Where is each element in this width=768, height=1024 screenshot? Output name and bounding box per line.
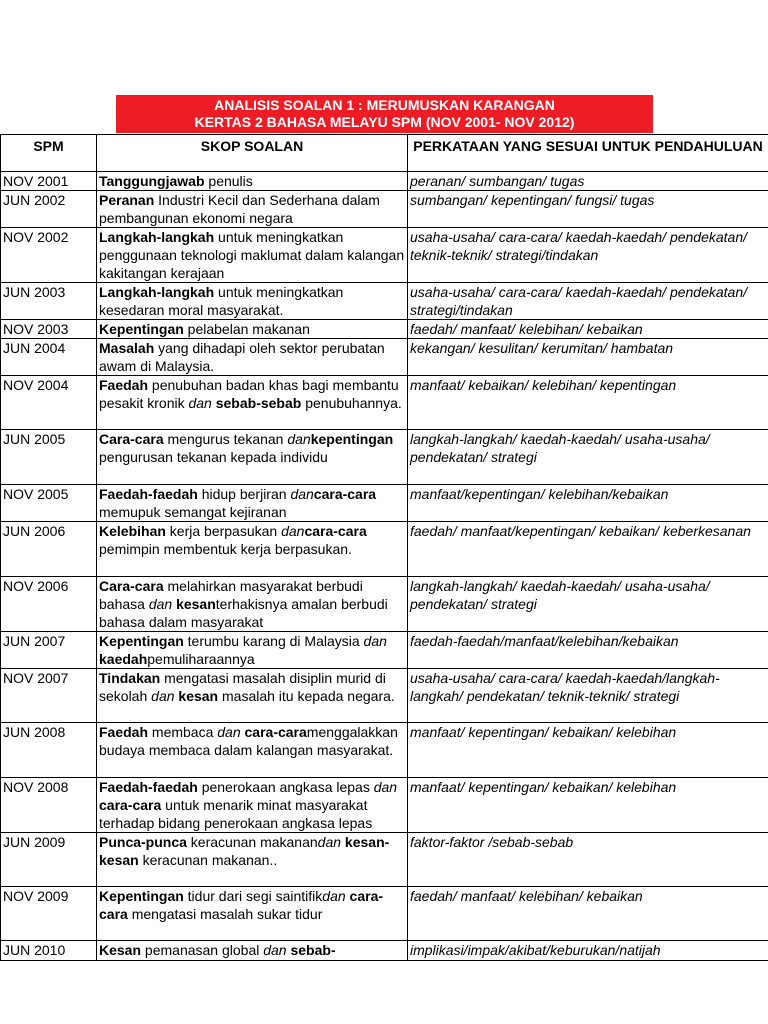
keyword: cara-cara bbox=[313, 486, 377, 502]
text-segment: terhakisnya amalan berbudi bahasa dalam masyarakat bbox=[99, 596, 388, 630]
cell-skop bbox=[97, 376, 408, 430]
cell-spm: JUN 2002 bbox=[1, 191, 97, 228]
cell-spm: JUN 2010 bbox=[1, 941, 97, 961]
cell-spm: JUN 2006 bbox=[1, 522, 97, 577]
text-segment: pengurusan tekanan kepada individu bbox=[99, 449, 328, 465]
cell-skop bbox=[97, 339, 408, 376]
text-segment: untuk meningkatkan kesedaran moral masyarakat. bbox=[99, 284, 344, 318]
text-segment: untuk meningkatkan penggunaan teknologi maklumat dalam kalangan kakitangan kerajaan bbox=[99, 229, 405, 281]
conjunction: dan bbox=[287, 431, 311, 447]
table-row bbox=[1, 485, 768, 522]
cell-skop bbox=[97, 191, 408, 228]
keyword: Tanggungjawab bbox=[99, 173, 205, 189]
title-line-1: ANALISIS SOALAN 1 : MERUMUSKAN KARANGAN bbox=[214, 97, 555, 113]
text-segment: yang dihadapi oleh sektor perubatan awam di Malaysia. bbox=[99, 340, 385, 374]
keyword: kesan bbox=[176, 596, 216, 612]
keyword: Punca-punca bbox=[99, 834, 187, 850]
cell-skop bbox=[97, 430, 408, 485]
cell-skop bbox=[97, 320, 408, 339]
title-line-2: KERTAS 2 BAHASA MELAYU SPM (NOV 2001- NOV 2012) bbox=[194, 114, 575, 130]
cell-skop bbox=[97, 887, 408, 941]
table-row bbox=[1, 430, 768, 485]
text-segment: untuk menarik minat masyarakat terhadap bidang penerokaan angkasa lepas bbox=[99, 797, 373, 831]
text-segment: terumbu karang di Malaysia bbox=[183, 633, 364, 649]
keyword: kaedah bbox=[99, 651, 148, 667]
cell-skop bbox=[97, 778, 408, 833]
keyword: Langkah-langkah bbox=[99, 229, 215, 245]
conjunction: dan bbox=[217, 724, 241, 740]
conjunction: dan bbox=[281, 523, 305, 539]
keyword: Langkah-langkah bbox=[99, 284, 215, 300]
conjunction: dan bbox=[373, 779, 398, 795]
text-segment: mengurus tekanan bbox=[163, 431, 288, 447]
text-segment: masalah itu kepada negara. bbox=[218, 688, 395, 704]
cell-perkataan: manfaat/kepentingan/ kelebihan/kebaikan bbox=[408, 485, 768, 522]
text-segment: mengatasi masalah disiplin murid di sekolah bbox=[99, 670, 386, 704]
text-segment: penubuhan badan khas bagi membantu pesakit kronik bbox=[99, 377, 399, 411]
cell-spm: NOV 2005 bbox=[1, 485, 97, 522]
table-row bbox=[1, 283, 768, 320]
cell-spm: NOV 2001 bbox=[1, 172, 97, 191]
conjunction: dan bbox=[263, 942, 287, 958]
cell-skop bbox=[97, 172, 408, 191]
keyword: Faedah bbox=[99, 724, 149, 740]
column-header-skop: SKOP SOALAN bbox=[97, 135, 408, 172]
keyword: Faedah-faedah bbox=[99, 486, 198, 502]
cell-perkataan: implikasi/impak/akibat/keburukan/natijah bbox=[408, 941, 768, 961]
cell-skop bbox=[97, 833, 408, 887]
cell-perkataan: usaha-usaha/ cara-cara/ kaedah-kaedah/ pendekatan/ teknik-teknik/ strategi/tindakan bbox=[408, 228, 768, 283]
table-row bbox=[1, 522, 768, 577]
table-row bbox=[1, 669, 768, 723]
keyword: Tindakan bbox=[99, 670, 161, 686]
cell-spm: NOV 2009 bbox=[1, 887, 97, 941]
cell-perkataan: faedah-faedah/manfaat/kelebihan/kebaikan bbox=[408, 632, 768, 669]
text-segment: menggalakkan budaya membaca dalam kalangan masyarakat. bbox=[99, 724, 398, 758]
keyword: kesan bbox=[178, 688, 219, 704]
cell-perkataan: langkah-langkah/ kaedah-kaedah/ usaha-usaha/ pendekatan/ strategi bbox=[408, 430, 768, 485]
table-row bbox=[1, 723, 768, 778]
conjunction: dan bbox=[322, 888, 346, 904]
text-segment: pemuliharaannya bbox=[147, 651, 255, 667]
cell-perkataan: manfaat/ kebaikan/ kelebihan/ kepentingan bbox=[408, 376, 768, 430]
keyword: cara-cara bbox=[304, 523, 367, 539]
cell-skop bbox=[97, 723, 408, 778]
cell-spm: NOV 2003 bbox=[1, 320, 97, 339]
text-segment: pelabelan makanan bbox=[183, 321, 310, 337]
cell-perkataan: faktor-faktor /sebab-sebab bbox=[408, 833, 768, 887]
cell-skop bbox=[97, 941, 408, 961]
table-row bbox=[1, 172, 768, 191]
conjunction: dan bbox=[151, 688, 175, 704]
text-segment: penerokaan angkasa lepas bbox=[197, 779, 374, 795]
text-segment: penulis bbox=[204, 173, 253, 189]
cell-perkataan: usaha-usaha/ cara-cara/ kaedah-kaedah/langkah-langkah/ pendekatan/ teknik-teknik/ strategi bbox=[408, 669, 768, 723]
text-segment: pemimpin membentuk kerja berpasukan. bbox=[99, 541, 352, 557]
text-segment: pemanasan global bbox=[141, 942, 264, 958]
cell-spm: NOV 2002 bbox=[1, 228, 97, 283]
keyword: kepentingan bbox=[310, 431, 394, 447]
table-header-row bbox=[1, 135, 768, 172]
cell-spm: JUN 2005 bbox=[1, 430, 97, 485]
cell-spm: JUN 2008 bbox=[1, 723, 97, 778]
cell-perkataan: sumbangan/ kepentingan/ fungsi/ tugas bbox=[408, 191, 768, 228]
text-segment: hidup berjiran bbox=[197, 486, 291, 502]
table-row bbox=[1, 941, 768, 961]
analysis-table bbox=[0, 134, 768, 961]
keyword: Kepentingan bbox=[99, 321, 184, 337]
cell-skop bbox=[97, 577, 408, 632]
conjunction: dan bbox=[148, 596, 173, 612]
cell-perkataan: kekangan/ kesulitan/ kerumitan/ hambatan bbox=[408, 339, 768, 376]
table-row bbox=[1, 376, 768, 430]
cell-perkataan: peranan/ sumbangan/ tugas bbox=[408, 172, 768, 191]
cell-skop bbox=[97, 522, 408, 577]
cell-spm: NOV 2007 bbox=[1, 669, 97, 723]
keyword: Kelebihan bbox=[99, 523, 166, 539]
cell-spm: NOV 2006 bbox=[1, 577, 97, 632]
cell-spm: NOV 2004 bbox=[1, 376, 97, 430]
keyword: sebab- bbox=[290, 942, 336, 958]
cell-skop bbox=[97, 283, 408, 320]
table-row bbox=[1, 833, 768, 887]
conjunction: dan bbox=[290, 486, 314, 502]
table-row bbox=[1, 339, 768, 376]
text-segment: melahirkan masyarakat berbudi bahasa bbox=[99, 578, 363, 612]
keyword: Kepentingan bbox=[99, 888, 184, 904]
keyword: Faedah-faedah bbox=[99, 779, 198, 795]
keyword: kesan-kesan bbox=[99, 834, 390, 868]
cell-perkataan: faedah/ manfaat/ kelebihan/ kebaikan bbox=[408, 887, 768, 941]
text-segment: membaca bbox=[148, 724, 218, 740]
table-row bbox=[1, 632, 768, 669]
table-row bbox=[1, 577, 768, 632]
keyword: cara-cara bbox=[244, 724, 307, 740]
table-row bbox=[1, 320, 768, 339]
cell-spm: NOV 2008 bbox=[1, 778, 97, 833]
conjunction: dan bbox=[188, 395, 212, 411]
conjunction: dan bbox=[317, 834, 342, 850]
table-row bbox=[1, 887, 768, 941]
table-row bbox=[1, 778, 768, 833]
conjunction: dan bbox=[363, 633, 387, 649]
cell-perkataan: faedah/ manfaat/ kelebihan/ kebaikan bbox=[408, 320, 768, 339]
keyword: sebab-sebab bbox=[215, 395, 302, 411]
cell-spm: JUN 2007 bbox=[1, 632, 97, 669]
text-segment: tidur dari segi saintifik bbox=[183, 888, 323, 904]
keyword: Cara-cara bbox=[99, 431, 164, 447]
cell-spm: JUN 2003 bbox=[1, 283, 97, 320]
cell-perkataan: faedah/ manfaat/kepentingan/ kebaikan/ keberkesanan bbox=[408, 522, 768, 577]
title-banner bbox=[116, 95, 653, 133]
column-header-spm: SPM bbox=[1, 135, 97, 172]
cell-skop bbox=[97, 669, 408, 723]
keyword: Faedah bbox=[99, 377, 149, 393]
keyword: Masalah bbox=[99, 340, 155, 356]
column-header-perkataan: PERKATAAN YANG SESUAI UNTUK PENDAHULUAN bbox=[408, 135, 768, 172]
cell-perkataan: manfaat/ kepentingan/ kebaikan/ kelebihan bbox=[408, 778, 768, 833]
keyword: cara-cara bbox=[99, 888, 384, 922]
table-row bbox=[1, 191, 768, 228]
table-row bbox=[1, 228, 768, 283]
text-segment: Industri Kecil dan Sederhana dalam pembangunan ekonomi negara bbox=[99, 192, 380, 226]
cell-skop bbox=[97, 228, 408, 283]
keyword: Cara-cara bbox=[99, 578, 164, 594]
text-segment: keracunan makanan.. bbox=[138, 852, 278, 868]
cell-perkataan: manfaat/ kepentingan/ kebaikan/ kelebihan bbox=[408, 723, 768, 778]
text-segment: keracunan makanan bbox=[186, 834, 318, 850]
cell-perkataan: langkah-langkah/ kaedah-kaedah/ usaha-usaha/ pendekatan/ strategi bbox=[408, 577, 768, 632]
cell-skop bbox=[97, 632, 408, 669]
keyword: Kesan bbox=[99, 942, 142, 958]
keyword: Peranan bbox=[99, 192, 155, 208]
keyword: cara-cara bbox=[99, 797, 162, 813]
cell-skop bbox=[97, 485, 408, 522]
keyword: Kepentingan bbox=[99, 633, 184, 649]
text-segment: kerja berpasukan bbox=[165, 523, 282, 539]
cell-perkataan: usaha-usaha/ cara-cara/ kaedah-kaedah/ pendekatan/ strategi/tindakan bbox=[408, 283, 768, 320]
cell-spm: JUN 2004 bbox=[1, 339, 97, 376]
text-segment: memupuk semangat kejiranan bbox=[99, 504, 287, 520]
text-segment: mengatasi masalah sukar tidur bbox=[127, 906, 323, 922]
text-segment: penubuhannya. bbox=[301, 395, 402, 411]
cell-spm: JUN 2009 bbox=[1, 833, 97, 887]
